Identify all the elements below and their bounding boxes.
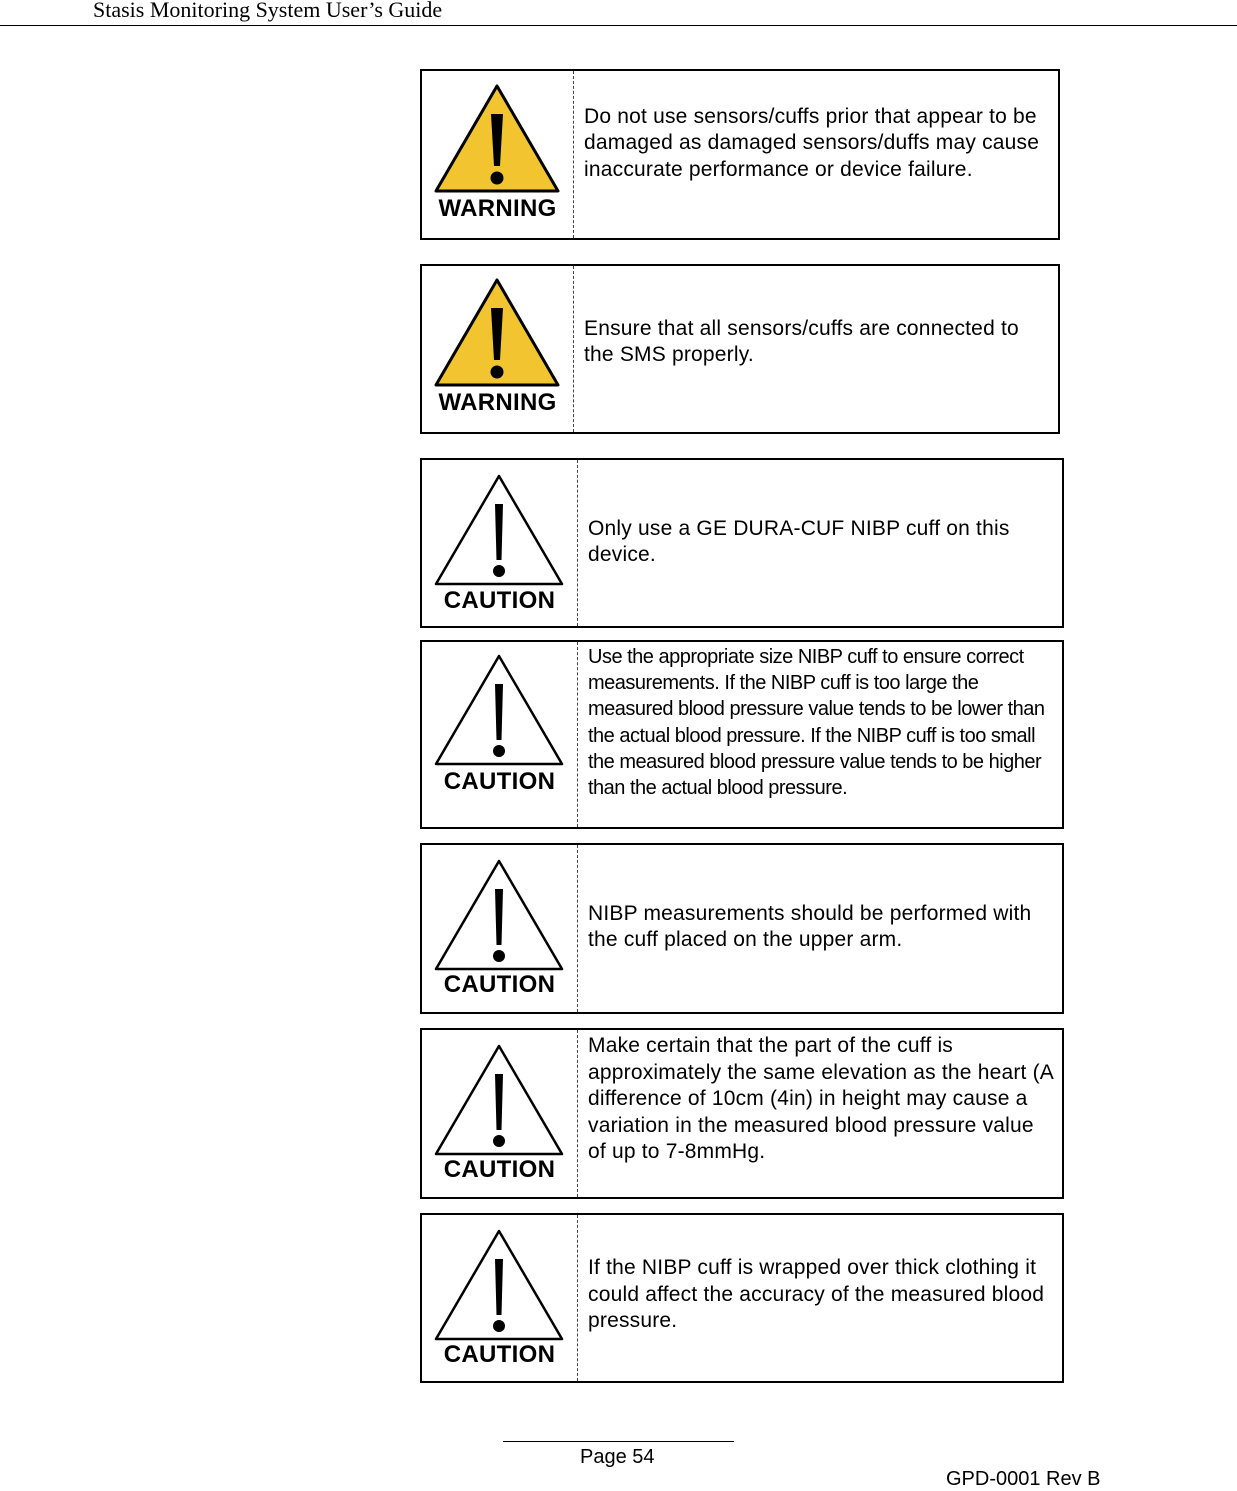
warning-triangle-icon [432, 276, 562, 391]
caution-label: CAUTION [443, 587, 556, 614]
caution-label: CAUTION [443, 971, 556, 998]
notice-text-container [588, 460, 1054, 626]
warning-notice-connect-sensors [420, 264, 1060, 434]
notice-text-container [588, 1030, 1054, 1197]
page-number: Page 54 [580, 1446, 655, 1468]
notice-message: Use the appropriate size NIBP cuff to ensure correct measurements. If the NIBP cuff is too large the measured blood pressure value tends to be lower than the actual blood pressure. If the NIBP cuff is too small the measured blood pressure value tends to be higher than the actual blood pressure. [588, 646, 1045, 800]
caution-notice-cuff-size [420, 640, 1064, 829]
caution-notice-ge-dura-cuf [420, 458, 1064, 628]
caution-label: CAUTION [443, 1341, 556, 1368]
warning-triangle-icon [432, 82, 562, 197]
caution-triangle-icon [432, 1042, 566, 1158]
notice-text-container [588, 845, 1054, 1012]
caution-triangle-icon [432, 857, 566, 973]
page-header [0, 0, 1237, 26]
notice-icon-column [422, 642, 578, 827]
caution-triangle-icon [432, 472, 566, 588]
notice-text-container [584, 266, 1050, 432]
notice-icon-column [422, 1030, 578, 1197]
notice-text-container [584, 71, 1050, 238]
caution-notice-thick-clothing [420, 1213, 1064, 1383]
notice-icon-column [422, 460, 578, 626]
notice-message: Only use a GE DURA-CUF NIBP cuff on this device. [588, 516, 1010, 566]
notice-message: Do not use sensors/cuffs prior that appear to be damaged as damaged sensors/duffs may cause inaccurate performance or device failure. [584, 104, 1040, 181]
notice-message: NIBP measurements should be performed with the cuff placed on the upper arm. [588, 901, 1032, 951]
warning-label: WARNING [438, 389, 557, 416]
caution-triangle-icon [432, 652, 566, 768]
caution-notice-upper-arm [420, 843, 1064, 1014]
notice-message: If the NIBP cuff is wrapped over thick clothing it could affect the accuracy of the measured blood pressure. [588, 1256, 1045, 1333]
notice-icon-column [422, 266, 574, 432]
notice-message: Ensure that all sensors/cuffs are connected to the SMS properly. [584, 316, 1019, 366]
warning-notice-damaged-sensors [420, 69, 1060, 240]
notice-text-container [588, 1215, 1054, 1381]
notice-icon-column [422, 1215, 578, 1381]
caution-label: CAUTION [443, 768, 556, 795]
caution-label: CAUTION [443, 1156, 556, 1183]
notice-icon-column [422, 71, 574, 238]
notice-icon-column [422, 845, 578, 1012]
caution-notice-cuff-elevation [420, 1028, 1064, 1199]
notice-text-container [588, 642, 1054, 827]
notice-message: Make certain that the part of the cuff is approximately the same elevation as the heart (A difference of 10cm (4in) in height may cause a variation in the measured blood pressure value of up to 7-8mmHg. [588, 1034, 1053, 1164]
document-title: Stasis Monitoring System User’s Guide [93, 0, 443, 22]
footer-rule [503, 1441, 734, 1442]
warning-label: WARNING [438, 195, 557, 222]
document-id: GPD-0001 Rev B [946, 1468, 1101, 1490]
caution-triangle-icon [432, 1227, 566, 1343]
